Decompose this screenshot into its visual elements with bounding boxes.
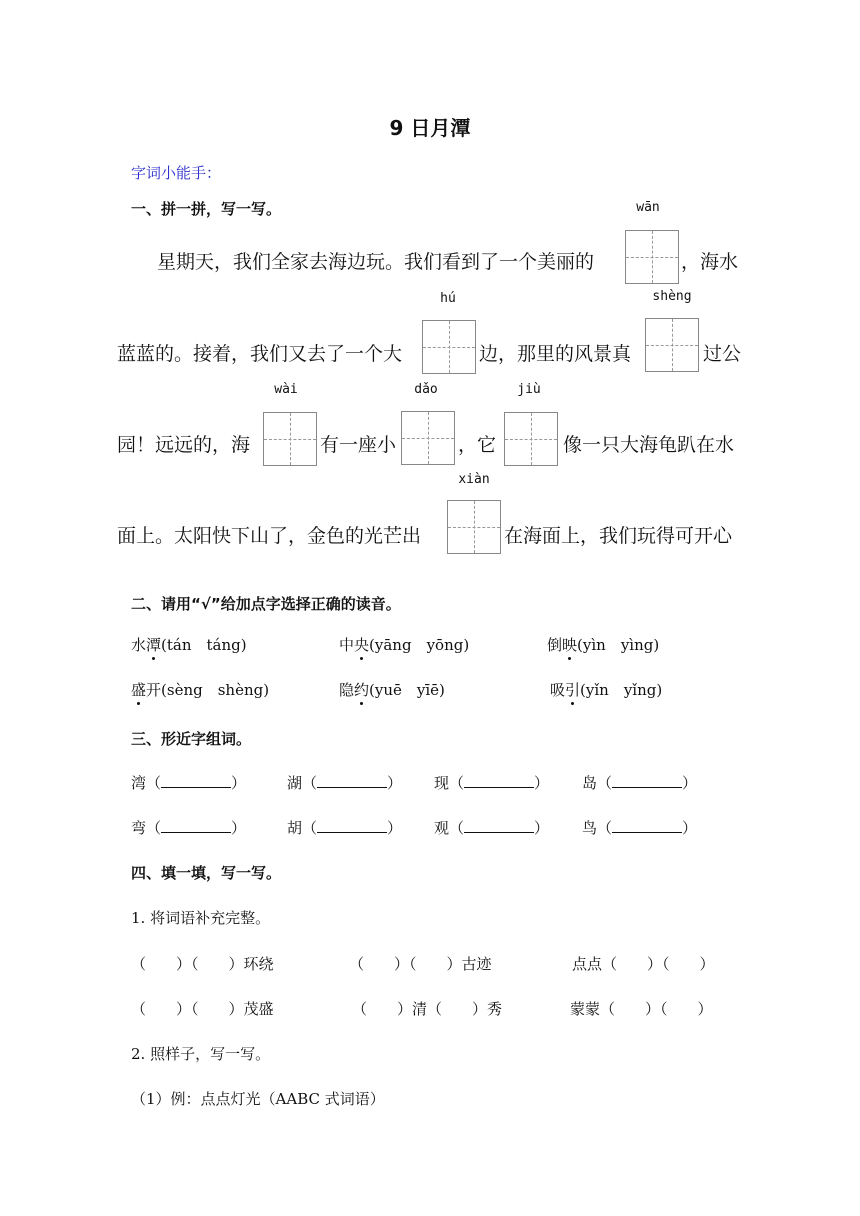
section-3-heading: 三、形近字组词。 xyxy=(131,730,252,748)
passage-text: 在海面上，我们玩得可开心 xyxy=(504,525,733,547)
word-item[interactable]: 岛（ ） xyxy=(582,774,698,792)
fill-item[interactable]: （ ）（ ）茂盛 xyxy=(131,1000,274,1018)
page-title: 9 日月潭 xyxy=(389,116,471,140)
fill-item[interactable]: 蒙蒙（ ）（ ） xyxy=(570,1000,713,1018)
pinyin-wai: wài xyxy=(274,382,298,397)
subheading: 字词小能手： xyxy=(131,164,222,182)
reading-item[interactable]: 中央(yāng yōng) xyxy=(339,636,470,654)
passage-text: ，海水 xyxy=(681,251,739,273)
tian-box[interactable] xyxy=(447,500,501,554)
section-1-heading: 一、拼一拼，写一写。 xyxy=(131,200,282,218)
word-item[interactable]: 弯（ ） xyxy=(131,819,247,837)
fill-item[interactable]: （ ）清（ ）秀 xyxy=(352,1000,503,1018)
word-item[interactable]: 现（ ） xyxy=(434,774,550,792)
reading-item[interactable]: 隐约(yuē yīē) xyxy=(339,681,445,699)
fill-item[interactable]: （ ）（ ）环绕 xyxy=(131,955,274,973)
pinyin-dao: dǎo xyxy=(414,382,438,397)
tian-box[interactable] xyxy=(422,320,476,374)
passage-text: 过公 xyxy=(703,343,742,365)
tian-box[interactable] xyxy=(401,411,455,465)
section-4-heading: 四、填一填，写一写。 xyxy=(131,864,282,882)
pinyin-jiu: jiù xyxy=(517,382,541,397)
tian-box[interactable] xyxy=(625,230,679,284)
fill-item[interactable]: （ ）（ ）古迹 xyxy=(349,955,492,973)
passage-text: 面上。太阳快下山了，金色的光芒出 xyxy=(117,525,422,547)
tian-box[interactable] xyxy=(263,412,317,466)
passage-text: 园！远远的，海 xyxy=(117,434,251,456)
fill-item[interactable]: 点点（ ）（ ） xyxy=(572,955,715,973)
passage-text: 像一只大海龟趴在水 xyxy=(563,434,735,456)
tian-box[interactable] xyxy=(504,412,558,466)
reading-item[interactable]: 水潭(tán táng) xyxy=(131,636,247,654)
passage-text: 星期天，我们全家去海边玩。我们看到了一个美丽的 xyxy=(157,251,595,273)
tian-box[interactable] xyxy=(645,318,699,372)
pinyin-sheng: shèng xyxy=(652,289,692,304)
pinyin-wan: wān xyxy=(636,200,660,215)
reading-item[interactable]: 倒映(yìn yìng) xyxy=(547,636,660,654)
question-1: 1. 将词语补充完整。 xyxy=(131,909,271,927)
question-2: 2. 照样子，写一写。 xyxy=(131,1045,271,1063)
passage-text: 边，那里的风景真 xyxy=(479,343,632,365)
reading-item[interactable]: 吸引(yǐn yǐng) xyxy=(550,681,663,699)
word-item[interactable]: 湖（ ） xyxy=(287,774,403,792)
passage-text: 蓝蓝的。接着，我们又去了一个大 xyxy=(117,343,403,365)
pinyin-hu: hú xyxy=(440,291,456,306)
word-item[interactable]: 观（ ） xyxy=(434,819,550,837)
word-item[interactable]: 胡（ ） xyxy=(287,819,403,837)
reading-item[interactable]: 盛开(sèng shèng) xyxy=(131,681,270,699)
example-line: （1）例：点点灯光（AABC 式词语） xyxy=(131,1090,385,1108)
passage-text: 有一座小 xyxy=(320,434,397,456)
pinyin-xian: xiàn xyxy=(458,472,490,487)
section-2-heading: 二、请用“√”给加点字选择正确的读音。 xyxy=(131,595,401,613)
passage-text: ，它 xyxy=(458,434,497,456)
word-item[interactable]: 鸟（ ） xyxy=(582,819,698,837)
word-item[interactable]: 湾（ ） xyxy=(131,774,247,792)
